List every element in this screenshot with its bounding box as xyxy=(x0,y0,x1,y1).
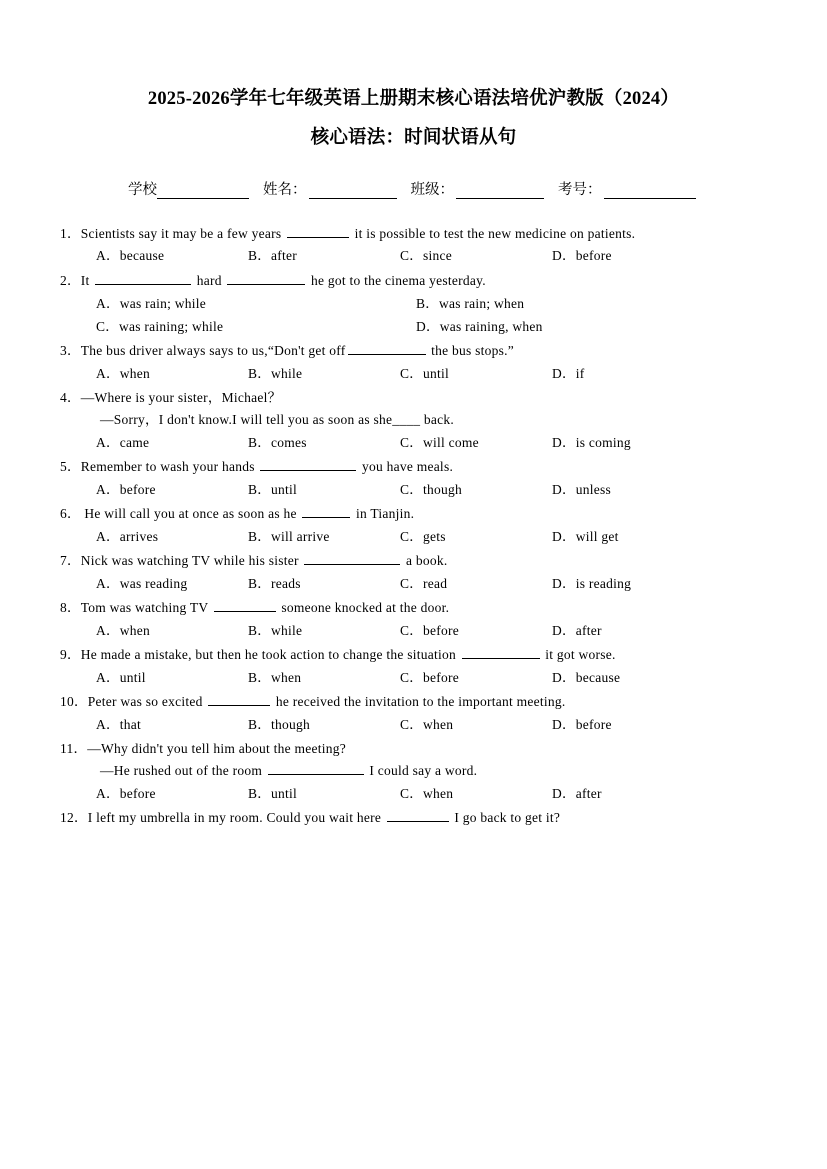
question-text: —Why didn't you tell him about the meeting? xyxy=(87,741,347,757)
option-choice[interactable]: C．gets xyxy=(400,528,446,544)
question-stem xyxy=(60,807,765,829)
page-title: 2025-2026学年七年级英语上册期末核心语法培优沪教版（2024） xyxy=(147,89,680,109)
option-choice[interactable]: C．before xyxy=(400,623,459,639)
option-choice[interactable]: A．when xyxy=(96,365,150,381)
question-item xyxy=(62,387,765,454)
option-row xyxy=(96,292,765,315)
option-choice[interactable]: C．since xyxy=(400,248,452,264)
question-text: he got to the cinema yesterday. xyxy=(307,272,486,288)
answer-blank[interactable] xyxy=(348,341,426,355)
option-choice[interactable]: A．until xyxy=(96,670,146,686)
page-subtitle: 核心语法：时间状语从句 xyxy=(310,127,517,148)
question-stem xyxy=(60,340,765,362)
answer-blank[interactable] xyxy=(227,271,305,285)
option-choice[interactable]: A．was rain; while xyxy=(96,295,206,311)
option-choice[interactable]: C．read xyxy=(400,576,448,592)
option-choice[interactable]: D．will get xyxy=(552,528,619,544)
option-row xyxy=(96,362,765,385)
option-choice[interactable]: A．because xyxy=(96,248,165,264)
option-choice[interactable]: C．until xyxy=(400,365,450,381)
question-stem xyxy=(60,270,765,292)
student-info-row xyxy=(62,178,765,199)
question-item xyxy=(62,340,765,385)
option-row xyxy=(96,244,765,267)
question-subline xyxy=(100,760,765,782)
question-item xyxy=(62,270,765,338)
question-item xyxy=(62,597,765,642)
option-choice[interactable]: D．is coming xyxy=(552,434,631,450)
option-choice[interactable]: B．was rain; when xyxy=(416,295,525,311)
answer-blank[interactable] xyxy=(268,762,364,776)
answer-blank[interactable] xyxy=(387,809,449,823)
question-stem xyxy=(60,503,765,525)
question-text: —He rushed out of the room xyxy=(100,763,266,779)
option-choice[interactable]: B．comes xyxy=(248,434,307,450)
question-number: 11． xyxy=(60,741,88,757)
answer-blank[interactable] xyxy=(95,271,191,285)
question-text: The bus driver always says to us,“Don't get off xyxy=(80,343,346,358)
option-choice[interactable]: A．came xyxy=(96,434,150,450)
question-text: a book. xyxy=(402,553,448,569)
question-text: —Where is your sister，Michael？ xyxy=(80,390,282,406)
question-number: 9． xyxy=(60,647,81,663)
option-choice[interactable]: B．until xyxy=(248,481,298,497)
question-item xyxy=(62,807,765,829)
option-choice[interactable]: B．though xyxy=(248,717,311,733)
option-choice[interactable]: B．reads xyxy=(248,576,301,592)
question-text: the bus stops.” xyxy=(427,343,515,358)
question-stem xyxy=(60,691,765,713)
answer-blank[interactable] xyxy=(208,693,270,707)
question-number: 5． xyxy=(60,459,81,475)
question-number: 12． xyxy=(60,810,88,826)
option-row xyxy=(96,525,765,548)
question-text: Nick was watching TV while his sister xyxy=(80,553,303,569)
question-subline: —Sorry，I don't know.I will tell you as soon as she____ back. xyxy=(100,411,455,427)
school-field xyxy=(128,178,249,199)
question-text: hard xyxy=(193,272,226,288)
question-number: 3． xyxy=(60,343,81,358)
option-choice[interactable]: D．before xyxy=(552,248,612,264)
question-item xyxy=(62,223,765,268)
question-number: 1． xyxy=(60,225,81,241)
option-choice[interactable]: D．after xyxy=(552,786,602,802)
option-row xyxy=(96,315,765,338)
question-number: 4． xyxy=(60,390,81,406)
question-item xyxy=(62,503,765,548)
answer-blank[interactable] xyxy=(287,224,349,238)
option-row xyxy=(96,666,765,689)
name-field xyxy=(263,178,397,199)
option-choice[interactable]: C．was raining; while xyxy=(96,318,224,334)
question-text: He will call you at once as soon as he xyxy=(80,506,301,522)
option-choice[interactable]: B．will arrive xyxy=(248,528,330,544)
question-text: it is possible to test the new medicine on patients. xyxy=(350,225,636,241)
option-choice[interactable]: A．was reading xyxy=(96,576,188,592)
question-text: Remember to wash your hands xyxy=(80,459,259,475)
option-row xyxy=(96,572,765,595)
answer-blank[interactable] xyxy=(304,551,400,565)
question-text: Peter was so excited xyxy=(87,694,207,710)
school-label: 学校 xyxy=(128,181,157,198)
option-choice[interactable]: A．arrives xyxy=(96,528,159,544)
option-row xyxy=(96,431,765,454)
option-row xyxy=(96,713,765,736)
option-choice[interactable]: C．when xyxy=(400,717,454,733)
question-stem xyxy=(60,738,765,760)
question-text: I left my umbrella in my room. Could you wait here xyxy=(87,810,385,826)
question-stem xyxy=(60,387,765,409)
option-choice[interactable]: C．though xyxy=(400,481,463,497)
question-stem xyxy=(60,644,765,666)
name-input[interactable] xyxy=(309,185,397,199)
exam-field xyxy=(558,178,696,199)
question-number: 7． xyxy=(60,553,81,569)
question-number: 6． xyxy=(60,506,81,522)
option-choice[interactable]: D．unless xyxy=(552,481,611,497)
question-text: it got worse. xyxy=(541,647,616,663)
exam-input[interactable] xyxy=(604,185,696,199)
option-choice[interactable]: C．will come xyxy=(400,434,479,450)
question-text: I go back to get it? xyxy=(450,810,561,826)
option-row xyxy=(96,478,765,501)
question-item xyxy=(62,550,765,595)
option-choice[interactable]: A．before xyxy=(96,786,156,802)
answer-blank[interactable] xyxy=(260,457,356,471)
option-choice[interactable]: B．when xyxy=(248,670,302,686)
answer-blank[interactable] xyxy=(462,646,540,660)
option-choice[interactable]: D．because xyxy=(552,670,621,686)
option-choice[interactable]: C．before xyxy=(400,670,459,686)
question-item xyxy=(62,644,765,689)
option-choice[interactable]: B．until xyxy=(248,786,298,802)
option-row xyxy=(96,619,765,642)
question-stem xyxy=(60,456,765,478)
question-number: 2． xyxy=(60,272,81,288)
answer-blank[interactable] xyxy=(214,598,276,612)
name-label: 姓名： xyxy=(263,181,307,198)
question-item xyxy=(62,738,765,805)
question-text: He made a mistake, but then he took action to change the situation xyxy=(80,647,460,663)
question-stem xyxy=(60,223,765,245)
option-choice[interactable]: A．before xyxy=(96,481,156,497)
question-number: 8． xyxy=(60,600,81,616)
question-text: Tom was watching TV xyxy=(80,600,212,616)
question-number: 10． xyxy=(60,694,88,710)
class-input[interactable] xyxy=(456,185,544,199)
option-choice[interactable]: A．when xyxy=(96,623,150,639)
question-stem xyxy=(60,597,765,619)
question-text: you have meals. xyxy=(358,459,454,475)
question-text: It xyxy=(80,272,94,288)
question-text: someone knocked at the door. xyxy=(277,600,450,616)
exam-label: 考号： xyxy=(558,181,602,198)
school-input[interactable] xyxy=(157,185,249,199)
option-row xyxy=(96,782,765,805)
question-list xyxy=(62,223,765,830)
question-text: I could say a word. xyxy=(365,763,478,779)
question-text: in Tianjin. xyxy=(352,506,415,522)
option-choice[interactable]: A．that xyxy=(96,717,141,733)
question-text: Scientists say it may be a few years xyxy=(80,225,285,241)
option-choice[interactable]: B．after xyxy=(248,248,297,264)
option-choice[interactable]: C．when xyxy=(400,786,454,802)
option-choice[interactable]: B．while xyxy=(248,623,303,639)
class-field xyxy=(411,178,545,199)
option-choice[interactable]: D．before xyxy=(552,717,612,733)
option-choice[interactable]: D．was raining, when xyxy=(416,318,543,334)
question-item xyxy=(62,456,765,501)
option-choice[interactable]: B．while xyxy=(248,365,303,381)
question-text: he received the invitation to the important meeting. xyxy=(272,694,566,710)
option-choice[interactable]: D．is reading xyxy=(552,576,632,592)
question-stem xyxy=(60,550,765,572)
question-item xyxy=(62,691,765,736)
answer-blank[interactable] xyxy=(302,504,350,518)
class-label: 班级： xyxy=(410,181,454,198)
option-choice[interactable]: D．after xyxy=(552,623,602,639)
option-choice[interactable]: D．if xyxy=(552,365,585,381)
